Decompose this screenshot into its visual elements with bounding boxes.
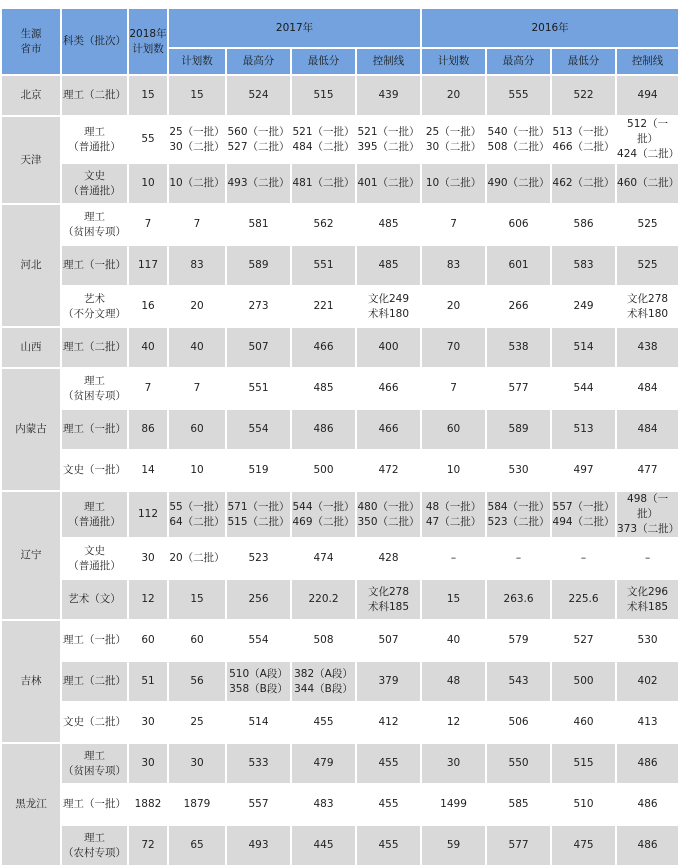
y2016-max-cell: 490（二批） [486, 163, 551, 204]
table-row [1, 784, 679, 825]
y2016-plan-cell: 59 [421, 825, 486, 866]
y2016-plan-cell: 60 [421, 409, 486, 450]
subject-cell: 理工 （普通批） [61, 491, 128, 538]
table-body [1, 75, 679, 866]
admission-score-table [0, 7, 680, 867]
y2017-plan-cell: 1879 [168, 784, 226, 825]
y2017-control-cell: 466 [356, 368, 421, 409]
subject-cell: 艺术（文） [61, 579, 128, 620]
y2016-plan-cell: 40 [421, 620, 486, 661]
y2016-min-cell: 557（一批） 494（二批） [551, 491, 616, 538]
y2017-max-cell: 560（一批） 527（二批） [226, 116, 291, 163]
y2016-control-cell: 477 [616, 450, 679, 491]
province-cell: 河北 [1, 204, 61, 327]
y2017-control-cell: 400 [356, 327, 421, 368]
y2016-control-cell: 525 [616, 245, 679, 286]
y2017-max-cell: 256 [226, 579, 291, 620]
y2016-plan-cell: 70 [421, 327, 486, 368]
province-cell: 辽宁 [1, 491, 61, 620]
table-row [1, 661, 679, 702]
y2016-min-cell: 513 [551, 409, 616, 450]
plan-2018-cell: 16 [128, 286, 168, 327]
y2017-min-cell: 466 [291, 327, 356, 368]
y2017-max-cell: 524 [226, 75, 291, 116]
y2017-max-cell: 581 [226, 204, 291, 245]
province-cell: 黑龙江 [1, 743, 61, 866]
y2017-control-cell: 521（一批） 395（二批） [356, 116, 421, 163]
y2017-plan-cell: 56 [168, 661, 226, 702]
y2016-max-cell: 589 [486, 409, 551, 450]
y2016-min-cell: 513（一批） 466（二批） [551, 116, 616, 163]
y2016-max-cell: 577 [486, 825, 551, 866]
y2017-control-cell: 文化249 术科180 [356, 286, 421, 327]
table-row [1, 116, 679, 163]
header-2016-control: 控制线 [616, 48, 679, 75]
y2017-min-cell: 521（一批） 484（二批） [291, 116, 356, 163]
header-2017-control: 控制线 [356, 48, 421, 75]
y2017-plan-cell: 15 [168, 75, 226, 116]
y2016-min-cell: – [551, 538, 616, 579]
plan-2018-cell: 7 [128, 204, 168, 245]
y2016-plan-cell: 12 [421, 702, 486, 743]
y2017-control-cell: 507 [356, 620, 421, 661]
subject-cell: 理工 （贫困专项） [61, 743, 128, 784]
y2016-min-cell: 522 [551, 75, 616, 116]
y2017-plan-cell: 10 [168, 450, 226, 491]
y2016-min-cell: 500 [551, 661, 616, 702]
y2016-max-cell: 584（一批） 523（二批） [486, 491, 551, 538]
y2017-max-cell: 493（二批） [226, 163, 291, 204]
y2017-min-cell: 445 [291, 825, 356, 866]
y2016-control-cell: 484 [616, 368, 679, 409]
plan-2018-cell: 112 [128, 491, 168, 538]
y2016-plan-cell: 10 [421, 450, 486, 491]
y2016-min-cell: 544 [551, 368, 616, 409]
y2017-control-cell: 439 [356, 75, 421, 116]
y2016-min-cell: 462（二批） [551, 163, 616, 204]
subject-cell: 理工（一批） [61, 409, 128, 450]
subject-cell: 文史 （普通批） [61, 538, 128, 579]
y2016-max-cell: 543 [486, 661, 551, 702]
y2017-max-cell: 519 [226, 450, 291, 491]
y2017-plan-cell: 40 [168, 327, 226, 368]
y2016-control-cell: 512（一批） 424（二批） [616, 116, 679, 163]
y2017-plan-cell: 20 [168, 286, 226, 327]
subject-cell: 理工（一批） [61, 245, 128, 286]
y2017-plan-cell: 65 [168, 825, 226, 866]
y2016-max-cell: 577 [486, 368, 551, 409]
y2017-max-cell: 514 [226, 702, 291, 743]
y2017-plan-cell: 7 [168, 204, 226, 245]
plan-2018-cell: 55 [128, 116, 168, 163]
y2016-max-cell: 266 [486, 286, 551, 327]
province-cell: 吉林 [1, 620, 61, 743]
y2017-control-cell: 455 [356, 743, 421, 784]
y2016-plan-cell: 83 [421, 245, 486, 286]
y2016-max-cell: 263.6 [486, 579, 551, 620]
plan-2018-cell: 51 [128, 661, 168, 702]
y2016-max-cell: 540（一批） 508（二批） [486, 116, 551, 163]
table-row [1, 491, 679, 538]
y2016-control-cell: 494 [616, 75, 679, 116]
province-cell: 北京 [1, 75, 61, 116]
plan-2018-cell: 7 [128, 368, 168, 409]
subject-cell: 理工（二批） [61, 75, 128, 116]
y2016-max-cell: 550 [486, 743, 551, 784]
y2017-max-cell: 589 [226, 245, 291, 286]
y2017-min-cell: 382（A段） 344（B段） [291, 661, 356, 702]
y2017-plan-cell: 25（一批） 30（二批） [168, 116, 226, 163]
plan-2018-cell: 72 [128, 825, 168, 866]
y2016-min-cell: 225.6 [551, 579, 616, 620]
table-row [1, 204, 679, 245]
province-cell: 天津 [1, 116, 61, 204]
table-row [1, 579, 679, 620]
y2017-min-cell: 551 [291, 245, 356, 286]
subject-cell: 理工 （贫困专项） [61, 368, 128, 409]
province-cell: 内蒙古 [1, 368, 61, 491]
y2016-control-cell: 486 [616, 743, 679, 784]
y2016-min-cell: 460 [551, 702, 616, 743]
y2017-min-cell: 515 [291, 75, 356, 116]
y2016-control-cell: 402 [616, 661, 679, 702]
y2017-plan-cell: 60 [168, 620, 226, 661]
y2016-max-cell: – [486, 538, 551, 579]
table-row [1, 450, 679, 491]
y2016-max-cell: 538 [486, 327, 551, 368]
subject-cell: 文史（二批） [61, 702, 128, 743]
plan-2018-cell: 30 [128, 538, 168, 579]
table-row [1, 286, 679, 327]
plan-2018-cell: 30 [128, 743, 168, 784]
y2016-min-cell: 527 [551, 620, 616, 661]
y2016-control-cell: 530 [616, 620, 679, 661]
y2017-control-cell: 455 [356, 784, 421, 825]
y2017-control-cell: 文化278 术科185 [356, 579, 421, 620]
plan-2018-cell: 12 [128, 579, 168, 620]
y2017-max-cell: 557 [226, 784, 291, 825]
y2017-min-cell: 481（二批） [291, 163, 356, 204]
table-row [1, 538, 679, 579]
y2017-min-cell: 221 [291, 286, 356, 327]
y2017-plan-cell: 15 [168, 579, 226, 620]
y2017-plan-cell: 25 [168, 702, 226, 743]
y2017-min-cell: 508 [291, 620, 356, 661]
y2017-max-cell: 554 [226, 409, 291, 450]
y2016-control-cell: 486 [616, 825, 679, 866]
table-row [1, 620, 679, 661]
y2017-max-cell: 533 [226, 743, 291, 784]
y2016-plan-cell: 7 [421, 368, 486, 409]
y2017-min-cell: 474 [291, 538, 356, 579]
y2016-plan-cell: 15 [421, 579, 486, 620]
y2017-max-cell: 571（一批） 515（二批） [226, 491, 291, 538]
table-row [1, 368, 679, 409]
plan-2018-cell: 117 [128, 245, 168, 286]
y2017-control-cell: 485 [356, 245, 421, 286]
y2017-min-cell: 485 [291, 368, 356, 409]
y2016-control-cell: 文化296 术科185 [616, 579, 679, 620]
y2017-max-cell: 523 [226, 538, 291, 579]
subject-cell: 理工（二批） [61, 327, 128, 368]
subject-cell: 理工 （贫困专项） [61, 204, 128, 245]
y2016-min-cell: 475 [551, 825, 616, 866]
y2017-min-cell: 483 [291, 784, 356, 825]
header-plan-2018: 2018年 计划数 [128, 8, 168, 75]
table-row [1, 75, 679, 116]
y2017-min-cell: 544（一批） 469（二批） [291, 491, 356, 538]
header-2017-max: 最高分 [226, 48, 291, 75]
y2016-plan-cell: 48（一批） 47（二批） [421, 491, 486, 538]
subject-cell: 理工（一批） [61, 784, 128, 825]
y2017-control-cell: 401（二批） [356, 163, 421, 204]
y2017-max-cell: 551 [226, 368, 291, 409]
header-2017-plan: 计划数 [168, 48, 226, 75]
y2017-min-cell: 562 [291, 204, 356, 245]
table-row [1, 743, 679, 784]
y2017-control-cell: 472 [356, 450, 421, 491]
header-2017: 2017年 [168, 8, 421, 48]
subject-cell: 文史（一批） [61, 450, 128, 491]
y2016-max-cell: 606 [486, 204, 551, 245]
header-2016-min: 最低分 [551, 48, 616, 75]
y2016-max-cell: 585 [486, 784, 551, 825]
table-row [1, 327, 679, 368]
y2016-control-cell: 文化278 术科180 [616, 286, 679, 327]
y2016-min-cell: 515 [551, 743, 616, 784]
y2016-plan-cell: 48 [421, 661, 486, 702]
plan-2018-cell: 60 [128, 620, 168, 661]
y2017-plan-cell: 55（一批） 64（二批） [168, 491, 226, 538]
subject-cell: 文史 （普通批） [61, 163, 128, 204]
y2016-control-cell: 484 [616, 409, 679, 450]
y2017-plan-cell: 60 [168, 409, 226, 450]
y2017-control-cell: 379 [356, 661, 421, 702]
y2016-max-cell: 601 [486, 245, 551, 286]
y2017-min-cell: 486 [291, 409, 356, 450]
y2016-control-cell: 486 [616, 784, 679, 825]
y2016-max-cell: 579 [486, 620, 551, 661]
header-subject: 科类（批次） [61, 8, 128, 75]
y2016-max-cell: 506 [486, 702, 551, 743]
plan-2018-cell: 14 [128, 450, 168, 491]
y2016-plan-cell: 30 [421, 743, 486, 784]
plan-2018-cell: 86 [128, 409, 168, 450]
y2016-plan-cell: 20 [421, 75, 486, 116]
table-row [1, 702, 679, 743]
y2017-control-cell: 455 [356, 825, 421, 866]
subject-cell: 理工 （农村专项） [61, 825, 128, 866]
subject-cell: 理工 （普通批） [61, 116, 128, 163]
plan-2018-cell: 10 [128, 163, 168, 204]
y2017-plan-cell: 83 [168, 245, 226, 286]
y2017-control-cell: 466 [356, 409, 421, 450]
plan-2018-cell: 40 [128, 327, 168, 368]
y2016-min-cell: 249 [551, 286, 616, 327]
y2016-control-cell: – [616, 538, 679, 579]
y2016-control-cell: 438 [616, 327, 679, 368]
y2017-plan-cell: 20（二批） [168, 538, 226, 579]
table-row [1, 163, 679, 204]
table-row [1, 825, 679, 866]
header-2016: 2016年 [421, 8, 679, 48]
y2016-control-cell: 460（二批） [616, 163, 679, 204]
table-row [1, 245, 679, 286]
y2016-max-cell: 555 [486, 75, 551, 116]
y2016-control-cell: 498（一批） 373（二批） [616, 491, 679, 538]
y2017-max-cell: 507 [226, 327, 291, 368]
y2017-min-cell: 455 [291, 702, 356, 743]
header-2016-plan: 计划数 [421, 48, 486, 75]
y2016-min-cell: 586 [551, 204, 616, 245]
y2017-min-cell: 479 [291, 743, 356, 784]
y2017-min-cell: 220.2 [291, 579, 356, 620]
y2017-max-cell: 554 [226, 620, 291, 661]
y2016-plan-cell: 1499 [421, 784, 486, 825]
y2016-control-cell: 525 [616, 204, 679, 245]
plan-2018-cell: 30 [128, 702, 168, 743]
y2016-min-cell: 514 [551, 327, 616, 368]
y2016-plan-cell: 20 [421, 286, 486, 327]
subject-cell: 艺术 （不分文理） [61, 286, 128, 327]
y2017-max-cell: 273 [226, 286, 291, 327]
y2016-max-cell: 530 [486, 450, 551, 491]
y2017-max-cell: 493 [226, 825, 291, 866]
y2016-plan-cell: – [421, 538, 486, 579]
y2017-plan-cell: 10（二批） [168, 163, 226, 204]
plan-2018-cell: 1882 [128, 784, 168, 825]
y2016-control-cell: 413 [616, 702, 679, 743]
y2017-plan-cell: 30 [168, 743, 226, 784]
plan-2018-cell: 15 [128, 75, 168, 116]
y2016-plan-cell: 25（一批） 30（二批） [421, 116, 486, 163]
header-2016-max: 最高分 [486, 48, 551, 75]
y2017-plan-cell: 7 [168, 368, 226, 409]
y2016-plan-cell: 10（二批） [421, 163, 486, 204]
y2016-plan-cell: 7 [421, 204, 486, 245]
y2016-min-cell: 583 [551, 245, 616, 286]
y2017-control-cell: 412 [356, 702, 421, 743]
y2016-min-cell: 497 [551, 450, 616, 491]
subject-cell: 理工（一批） [61, 620, 128, 661]
y2017-min-cell: 500 [291, 450, 356, 491]
subject-cell: 理工（二批） [61, 661, 128, 702]
y2016-min-cell: 510 [551, 784, 616, 825]
y2017-max-cell: 510（A段） 358（B段） [226, 661, 291, 702]
header-2017-min: 最低分 [291, 48, 356, 75]
header-province: 生源 省市 [1, 8, 61, 75]
table-row [1, 409, 679, 450]
y2017-control-cell: 428 [356, 538, 421, 579]
y2017-control-cell: 480（一批） 350（二批） [356, 491, 421, 538]
y2017-control-cell: 485 [356, 204, 421, 245]
province-cell: 山西 [1, 327, 61, 368]
